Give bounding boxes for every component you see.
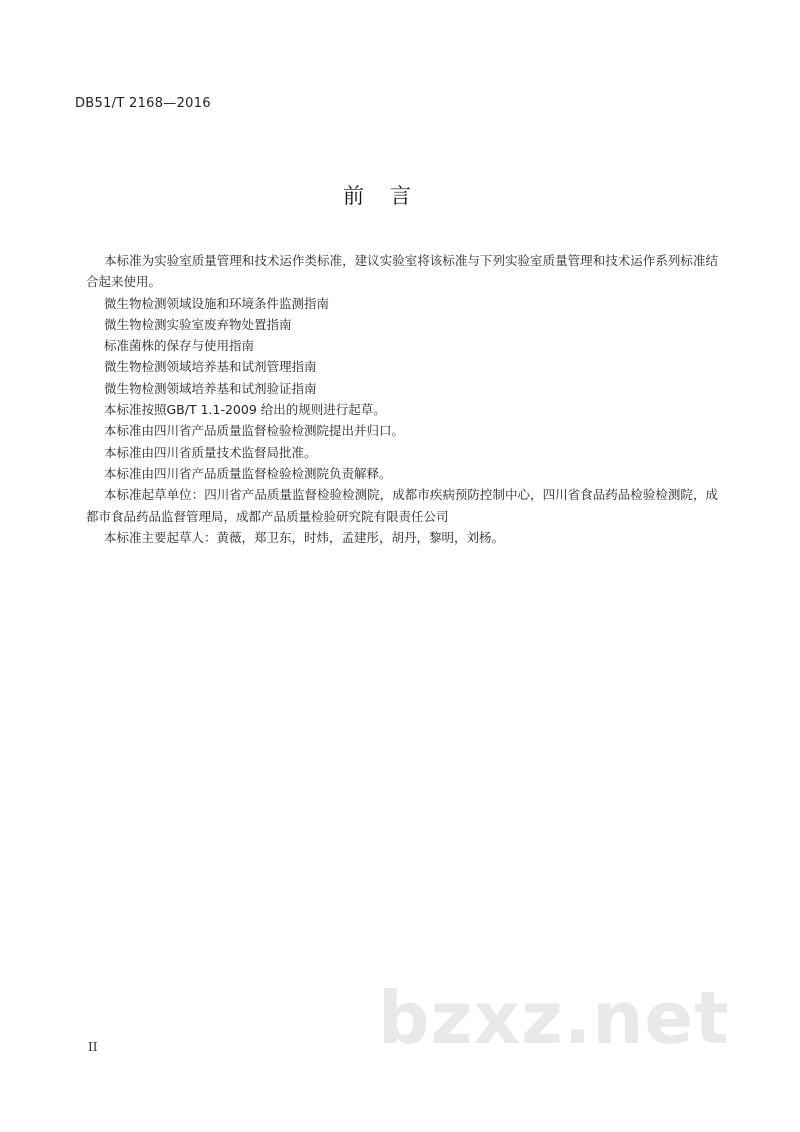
paragraph-guide-waste: 微生物检测实验室废弃物处置指南 bbox=[104, 316, 292, 332]
page-number: II bbox=[88, 1040, 98, 1054]
paragraph-drafting-rules: 本标准按照GB/T 1.1-2009 给出的规则进行起草。 bbox=[104, 402, 386, 418]
page-title: 前言 bbox=[343, 184, 437, 208]
paragraph-drafters: 本标准主要起草人：黄薇，郑卫东，时炜，孟建彤，胡丹，黎明，刘杨。 bbox=[104, 529, 505, 545]
watermark: bzxz.net bbox=[378, 976, 730, 1060]
paragraph-drafting-units: 本标准起草单位：四川省产品质量监督检验检测院，成都市疾病预防控制中心，四川省食品药品检验检测院，成都市食品药品监督管理局，成都产品质量检验研究院有限责任公司 bbox=[86, 487, 718, 524]
paragraph-guide-strains: 标准菌株的保存与使用指南 bbox=[104, 338, 255, 354]
document-code: DB51/T 2168—2016 bbox=[75, 96, 211, 111]
paragraph-interpreter: 本标准由四川省产品质量监督检验检测院负责解释。 bbox=[104, 465, 392, 481]
paragraph-intro: 本标准为实验室质量管理和技术运作类标准，建议实验室将该标准与下列实验室质量管理和技术运作系列标准结合起来使用。 bbox=[86, 253, 718, 290]
paragraph-proposer: 本标准由四川省产品质量监督检验检测院提出并归口。 bbox=[104, 423, 405, 439]
document-body bbox=[86, 250, 718, 548]
paragraph-guide-facilities: 微生物检测领域设施和环境条件监测指南 bbox=[104, 295, 330, 311]
paragraph-guide-media-verification: 微生物检测领域培养基和试剂验证指南 bbox=[104, 380, 317, 396]
paragraph-guide-media-management: 微生物检测领域培养基和试剂管理指南 bbox=[104, 359, 317, 375]
paragraph-approver: 本标准由四川省质量技术监督局批准。 bbox=[104, 444, 317, 460]
